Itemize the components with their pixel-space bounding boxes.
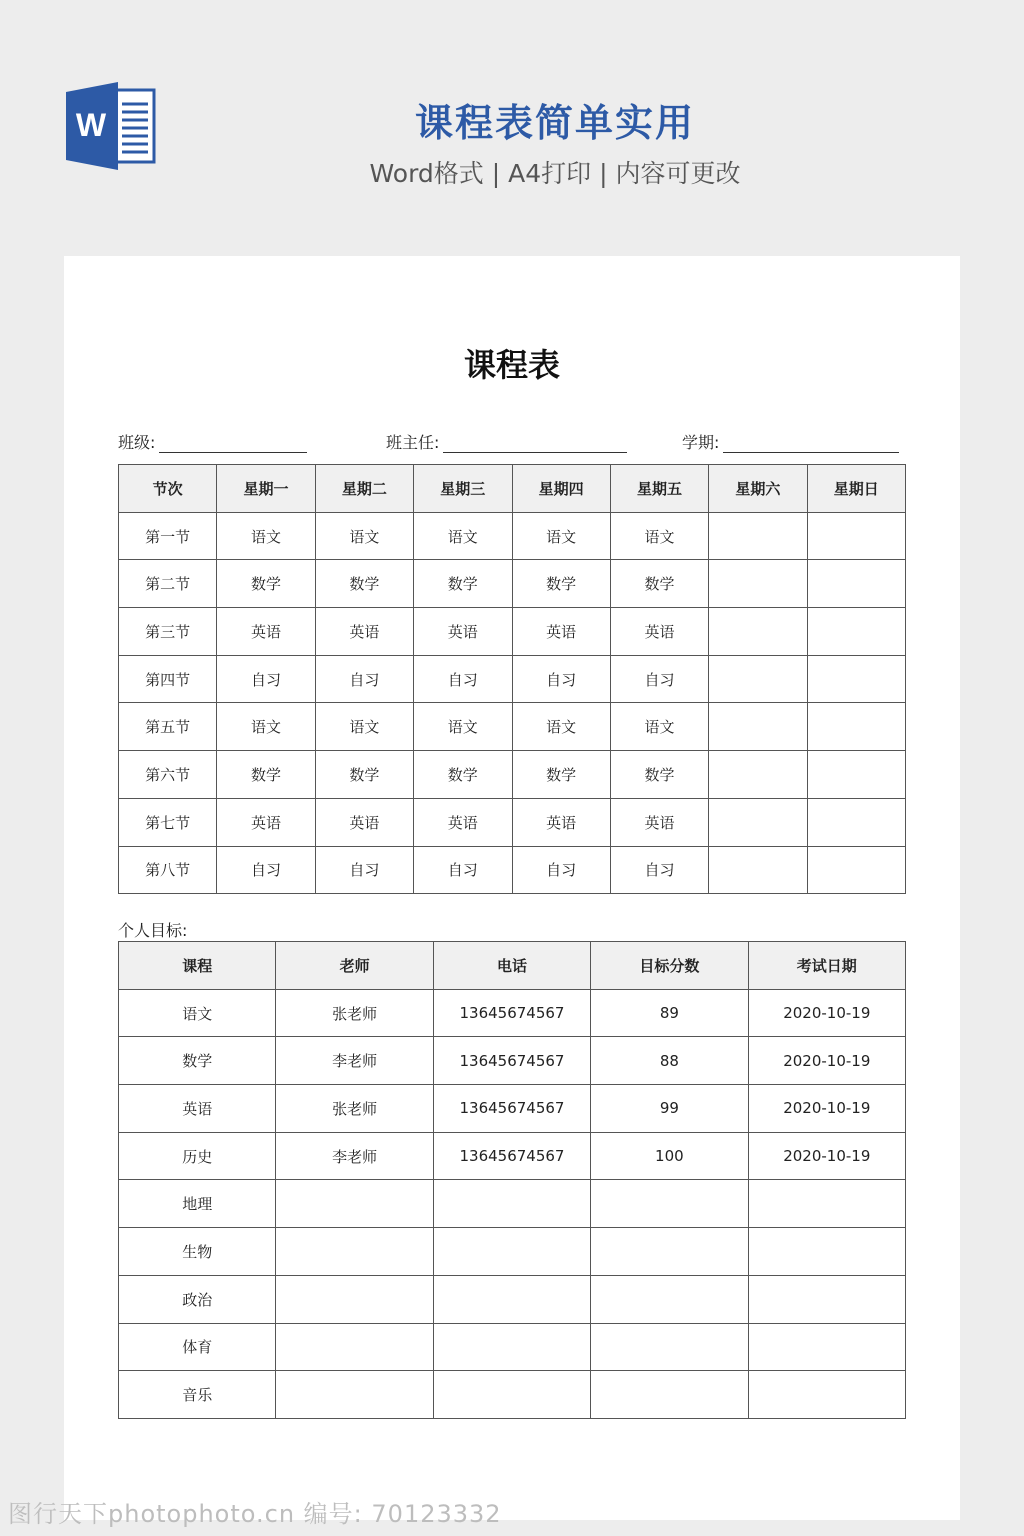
- schedule-cell[interactable]: [709, 512, 807, 560]
- schedule-cell[interactable]: 数学: [610, 560, 708, 608]
- schedule-cell[interactable]: [709, 798, 807, 846]
- document-title: 课程表: [463, 346, 560, 384]
- class-field: [118, 430, 307, 453]
- class-label: 班级:: [118, 433, 156, 452]
- goals-row: [119, 1085, 906, 1133]
- semester-input-line[interactable]: [723, 435, 899, 453]
- goals-cell[interactable]: [748, 1228, 905, 1276]
- goals-cell[interactable]: 13645674567: [433, 1085, 590, 1133]
- watermark: 图行天下photophoto.cn 编号: 70123332: [8, 1500, 502, 1528]
- schedule-cell[interactable]: 语文: [512, 512, 610, 560]
- banner-title: 课程表简单实用: [414, 101, 695, 145]
- schedule-header-cell: 星期四: [512, 465, 610, 513]
- schedule-header-cell: 星期五: [610, 465, 708, 513]
- schedule-header-cell: 星期一: [217, 465, 315, 513]
- goals-row: [119, 1371, 906, 1419]
- schedule-cell[interactable]: 语文: [315, 703, 413, 751]
- schedule-cell[interactable]: [807, 655, 905, 703]
- goals-cell[interactable]: 13645674567: [433, 989, 590, 1037]
- goals-cell[interactable]: 音乐: [119, 1371, 276, 1419]
- schedule-cell[interactable]: 数学: [315, 751, 413, 799]
- schedule-cell[interactable]: 英语: [512, 608, 610, 656]
- schedule-cell[interactable]: 第二节: [119, 560, 217, 608]
- schedule-cell[interactable]: 数学: [414, 560, 512, 608]
- word-logo-letter: W: [75, 107, 107, 143]
- goals-cell[interactable]: 地理: [119, 1180, 276, 1228]
- schedule-cell[interactable]: [709, 846, 807, 894]
- goals-header-cell: 电话: [433, 942, 590, 990]
- schedule-cell[interactable]: [709, 560, 807, 608]
- schedule-cell[interactable]: [807, 608, 905, 656]
- schedule-cell[interactable]: 第一节: [119, 512, 217, 560]
- schedule-cell[interactable]: 自习: [512, 655, 610, 703]
- schedule-cell[interactable]: 英语: [512, 798, 610, 846]
- class-input-line[interactable]: [159, 435, 307, 453]
- schedule-cell[interactable]: 自习: [414, 846, 512, 894]
- goals-cell[interactable]: [748, 1323, 905, 1371]
- schedule-cell[interactable]: 自习: [414, 655, 512, 703]
- schedule-cell[interactable]: 自习: [315, 655, 413, 703]
- goals-table: [118, 941, 906, 1419]
- goals-cell[interactable]: 99: [591, 1085, 748, 1133]
- schedule-cell[interactable]: 第四节: [119, 655, 217, 703]
- schedule-cell[interactable]: 自习: [610, 655, 708, 703]
- goals-cell[interactable]: [748, 1180, 905, 1228]
- schedule-cell[interactable]: [807, 846, 905, 894]
- goals-row: [119, 989, 906, 1037]
- schedule-header-cell: 节次: [119, 465, 217, 513]
- goals-cell[interactable]: 张老师: [276, 1085, 433, 1133]
- schedule-cell[interactable]: 自习: [610, 846, 708, 894]
- goals-cell[interactable]: [591, 1323, 748, 1371]
- schedule-cell[interactable]: [807, 560, 905, 608]
- teacher-field: [386, 430, 627, 453]
- schedule-cell[interactable]: 英语: [610, 798, 708, 846]
- goals-cell[interactable]: 体育: [119, 1323, 276, 1371]
- goals-row: [119, 1132, 906, 1180]
- schedule-cell[interactable]: [709, 608, 807, 656]
- goals-row: [119, 1228, 906, 1276]
- schedule-row: [119, 512, 906, 560]
- schedule-cell[interactable]: 数学: [315, 560, 413, 608]
- semester-field: [682, 430, 899, 453]
- goals-cell[interactable]: 历史: [119, 1132, 276, 1180]
- schedule-cell[interactable]: 语文: [217, 703, 315, 751]
- goals-cell[interactable]: [433, 1228, 590, 1276]
- goals-row: [119, 1180, 906, 1228]
- schedule-header-cell: 星期六: [709, 465, 807, 513]
- goals-cell[interactable]: [591, 1180, 748, 1228]
- teacher-label: 班主任:: [386, 433, 440, 452]
- goals-cell[interactable]: 语文: [119, 989, 276, 1037]
- goals-cell[interactable]: [276, 1323, 433, 1371]
- banner: [0, 0, 1024, 256]
- goals-cell[interactable]: 数学: [119, 1037, 276, 1085]
- goals-cell[interactable]: [748, 1371, 905, 1419]
- goals-cell[interactable]: 李老师: [276, 1132, 433, 1180]
- goals-cell[interactable]: 88: [591, 1037, 748, 1085]
- goals-cell[interactable]: 2020-10-19: [748, 1132, 905, 1180]
- schedule-cell[interactable]: 第八节: [119, 846, 217, 894]
- schedule-cell[interactable]: 语文: [217, 512, 315, 560]
- goals-cell[interactable]: 13645674567: [433, 1132, 590, 1180]
- goals-header-cell: 课程: [119, 942, 276, 990]
- goals-cell[interactable]: [433, 1275, 590, 1323]
- goals-cell[interactable]: [276, 1228, 433, 1276]
- schedule-header-cell: 星期日: [807, 465, 905, 513]
- word-icon: [64, 82, 156, 170]
- schedule-cell[interactable]: 自习: [217, 655, 315, 703]
- schedule-cell[interactable]: 第七节: [119, 798, 217, 846]
- schedule-table: [118, 464, 906, 894]
- schedule-header-cell: 星期三: [414, 465, 512, 513]
- schedule-cell[interactable]: [709, 703, 807, 751]
- schedule-cell[interactable]: 第五节: [119, 703, 217, 751]
- goals-cell[interactable]: 100: [591, 1132, 748, 1180]
- schedule-cell[interactable]: 语文: [315, 512, 413, 560]
- schedule-cell[interactable]: 语文: [610, 703, 708, 751]
- goals-cell[interactable]: 英语: [119, 1085, 276, 1133]
- schedule-cell[interactable]: 数学: [217, 751, 315, 799]
- goals-cell[interactable]: 89: [591, 989, 748, 1037]
- goals-header-cell: 目标分数: [591, 942, 748, 990]
- schedule-cell[interactable]: 数学: [512, 751, 610, 799]
- schedule-cell[interactable]: 英语: [315, 608, 413, 656]
- teacher-input-line[interactable]: [443, 435, 627, 453]
- schedule-cell[interactable]: 语文: [512, 703, 610, 751]
- schedule-cell[interactable]: 第三节: [119, 608, 217, 656]
- schedule-cell[interactable]: [807, 751, 905, 799]
- schedule-cell[interactable]: 自习: [315, 846, 413, 894]
- goals-cell[interactable]: [748, 1275, 905, 1323]
- goals-cell[interactable]: [276, 1371, 433, 1419]
- schedule-cell[interactable]: [807, 703, 905, 751]
- schedule-cell[interactable]: 数学: [414, 751, 512, 799]
- goals-header-cell: 老师: [276, 942, 433, 990]
- goals-cell[interactable]: 生物: [119, 1228, 276, 1276]
- goals-cell[interactable]: [433, 1180, 590, 1228]
- schedule-cell[interactable]: 自习: [512, 846, 610, 894]
- schedule-row: [119, 846, 906, 894]
- goals-header-cell: 考试日期: [748, 942, 905, 990]
- goals-row: [119, 1037, 906, 1085]
- schedule-header-row: [119, 465, 906, 513]
- schedule-cell[interactable]: 数学: [610, 751, 708, 799]
- schedule-row: [119, 608, 906, 656]
- schedule-cell[interactable]: [807, 512, 905, 560]
- goals-cell[interactable]: 张老师: [276, 989, 433, 1037]
- schedule-cell[interactable]: [807, 798, 905, 846]
- goals-cell[interactable]: 2020-10-19: [748, 989, 905, 1037]
- goals-row: [119, 1275, 906, 1323]
- goals-header-row: [119, 942, 906, 990]
- header-fields: [118, 430, 908, 454]
- goals-cell[interactable]: [433, 1323, 590, 1371]
- schedule-cell[interactable]: 英语: [217, 798, 315, 846]
- schedule-row: [119, 655, 906, 703]
- banner-subtitle: Word格式 | A4打印 | 内容可更改: [369, 159, 741, 188]
- schedule-cell[interactable]: 英语: [610, 608, 708, 656]
- schedule-row: [119, 751, 906, 799]
- schedule-cell[interactable]: 英语: [315, 798, 413, 846]
- schedule-cell[interactable]: 自习: [217, 846, 315, 894]
- schedule-cell[interactable]: [709, 751, 807, 799]
- schedule-cell[interactable]: 语文: [610, 512, 708, 560]
- goals-cell[interactable]: [591, 1275, 748, 1323]
- semester-label: 学期:: [682, 433, 720, 452]
- schedule-row: [119, 798, 906, 846]
- goals-cell[interactable]: 2020-10-19: [748, 1037, 905, 1085]
- schedule-row: [119, 560, 906, 608]
- goals-cell[interactable]: 李老师: [276, 1037, 433, 1085]
- goals-cell[interactable]: [591, 1371, 748, 1419]
- schedule-cell[interactable]: 英语: [414, 798, 512, 846]
- schedule-cell[interactable]: [709, 655, 807, 703]
- schedule-cell[interactable]: 语文: [414, 512, 512, 560]
- schedule-cell[interactable]: 语文: [414, 703, 512, 751]
- goals-cell[interactable]: 13645674567: [433, 1037, 590, 1085]
- schedule-cell[interactable]: 英语: [217, 608, 315, 656]
- schedule-cell[interactable]: 数学: [217, 560, 315, 608]
- schedule-cell[interactable]: 第六节: [119, 751, 217, 799]
- schedule-header-cell: 星期二: [315, 465, 413, 513]
- goals-cell[interactable]: [591, 1228, 748, 1276]
- goals-label: 个人目标:: [118, 921, 188, 940]
- goals-cell[interactable]: [276, 1275, 433, 1323]
- schedule-cell[interactable]: 英语: [414, 608, 512, 656]
- schedule-row: [119, 703, 906, 751]
- goals-cell[interactable]: 2020-10-19: [748, 1085, 905, 1133]
- goals-cell[interactable]: 政治: [119, 1275, 276, 1323]
- goals-cell[interactable]: [276, 1180, 433, 1228]
- goals-row: [119, 1323, 906, 1371]
- schedule-cell[interactable]: 数学: [512, 560, 610, 608]
- goals-cell[interactable]: [433, 1371, 590, 1419]
